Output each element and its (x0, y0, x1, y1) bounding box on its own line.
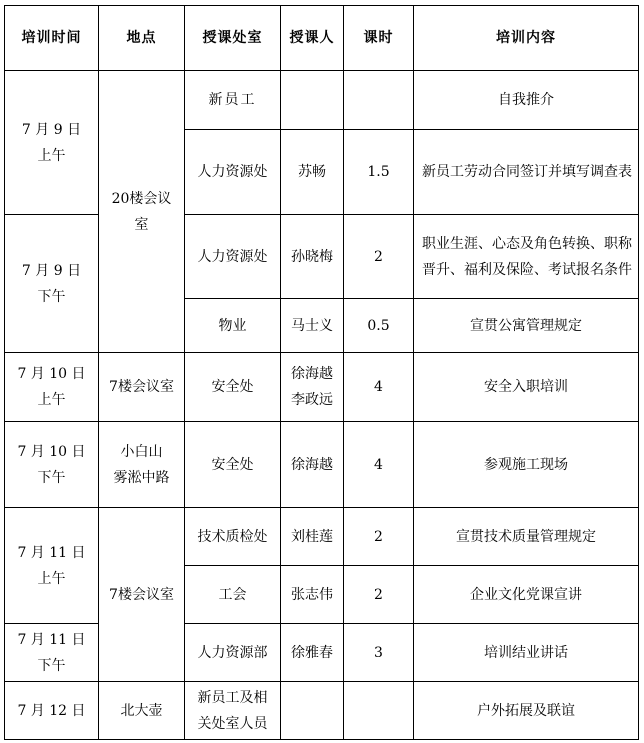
teacher-cell: 张志伟 (281, 566, 344, 624)
session-time-cell (5, 71, 99, 215)
teacher-cell: 孙晓梅 (281, 215, 344, 299)
hours-cell: 1.5 (344, 130, 414, 215)
location-line: 雾淞中路 (113, 469, 170, 486)
teacher-cell: 马士义 (281, 299, 344, 353)
hours-cell: 3 (344, 624, 414, 682)
department-cell: 安全处 (185, 422, 281, 508)
hours-cell: 2 (344, 215, 414, 299)
content-cell: 宣贯公寓管理规定 (414, 299, 639, 353)
content-cell: 安全入职培训 (414, 353, 639, 422)
content-cell: 自我推介 (414, 71, 639, 130)
location-cell: 20楼会议室 (99, 71, 185, 353)
hours-cell (344, 71, 414, 130)
content-cell: 职业生涯、心态及角色转换、职称晋升、福利及保险、考试报名条件 (414, 215, 639, 299)
teacher-cell (281, 682, 344, 740)
department-cell: 技术质检处 (185, 508, 281, 566)
session-period: 下午 (37, 657, 66, 674)
table-row (5, 422, 639, 508)
session-period: 上午 (37, 392, 66, 408)
header-department: 授课处室 (185, 6, 281, 71)
teacher-cell: 刘桂莲 (281, 508, 344, 566)
session-time-cell (5, 215, 99, 353)
department-cell: 安全处 (185, 353, 281, 422)
table-row (5, 353, 639, 422)
teacher-cell (281, 71, 344, 130)
header-location: 地点 (99, 6, 185, 71)
session-date: 7 月 10 日 (17, 443, 86, 460)
location-cell: 北大壶 (99, 682, 185, 740)
table-row (5, 71, 639, 130)
teacher-cell: 徐海越 (281, 422, 344, 508)
department-cell: 人力资源处 (185, 215, 281, 299)
header-time: 培训时间 (5, 6, 99, 71)
department-cell: 人力资源部 (185, 624, 281, 682)
header-content: 培训内容 (414, 6, 639, 71)
session-date: 7 月 10 日 (17, 366, 86, 382)
session-time-cell: 7 月 12 日 (5, 682, 99, 740)
session-period: 上午 (37, 147, 66, 164)
teacher-name: 徐海越 (291, 366, 333, 382)
teacher-cell: 徐雅春 (281, 624, 344, 682)
location-cell: 7楼会议室 (99, 508, 185, 682)
table-row (5, 682, 639, 740)
content-cell: 培训结业讲话 (414, 624, 639, 682)
hours-cell: 2 (344, 508, 414, 566)
session-time-cell (5, 508, 99, 624)
session-time-cell (5, 422, 99, 508)
session-period: 下午 (37, 469, 66, 486)
session-period: 上午 (37, 570, 66, 587)
teacher-cell: 苏畅 (281, 130, 344, 215)
department-cell: 物业 (185, 299, 281, 353)
teacher-name: 李政远 (291, 392, 333, 408)
department-cell: 人力资源处 (185, 130, 281, 215)
location-cell (99, 422, 185, 508)
session-time-cell (5, 353, 99, 422)
teacher-cell (281, 353, 344, 422)
location-line: 小白山 (120, 443, 163, 460)
header-row (5, 6, 639, 71)
hours-cell: 4 (344, 422, 414, 508)
content-cell: 企业文化党课宣讲 (414, 566, 639, 624)
content-cell: 参观施工现场 (414, 422, 639, 508)
department-cell: 新员工 (185, 71, 281, 130)
department-cell: 工会 (185, 566, 281, 624)
header-hours: 课时 (344, 6, 414, 71)
department-cell: 新员工及相关处室人员 (185, 682, 281, 740)
content-cell: 新员工劳动合同签订并填写调查表 (414, 130, 639, 215)
hours-cell: 2 (344, 566, 414, 624)
session-period: 下午 (37, 288, 66, 305)
header-teacher: 授课人 (281, 6, 344, 71)
session-date: 7 月 11 日 (17, 631, 86, 648)
hours-cell (344, 682, 414, 740)
session-date: 7 月 9 日 (21, 121, 82, 138)
content-cell: 户外拓展及联谊 (414, 682, 639, 740)
training-schedule-table (4, 5, 639, 740)
session-date: 7 月 11 日 (17, 544, 86, 561)
session-time-cell (5, 624, 99, 682)
location-cell: 7楼会议室 (99, 353, 185, 422)
content-cell: 宣贯技术质量管理规定 (414, 508, 639, 566)
hours-cell: 4 (344, 353, 414, 422)
session-date: 7 月 9 日 (21, 262, 82, 279)
hours-cell: 0.5 (344, 299, 414, 353)
table-row (5, 508, 639, 566)
